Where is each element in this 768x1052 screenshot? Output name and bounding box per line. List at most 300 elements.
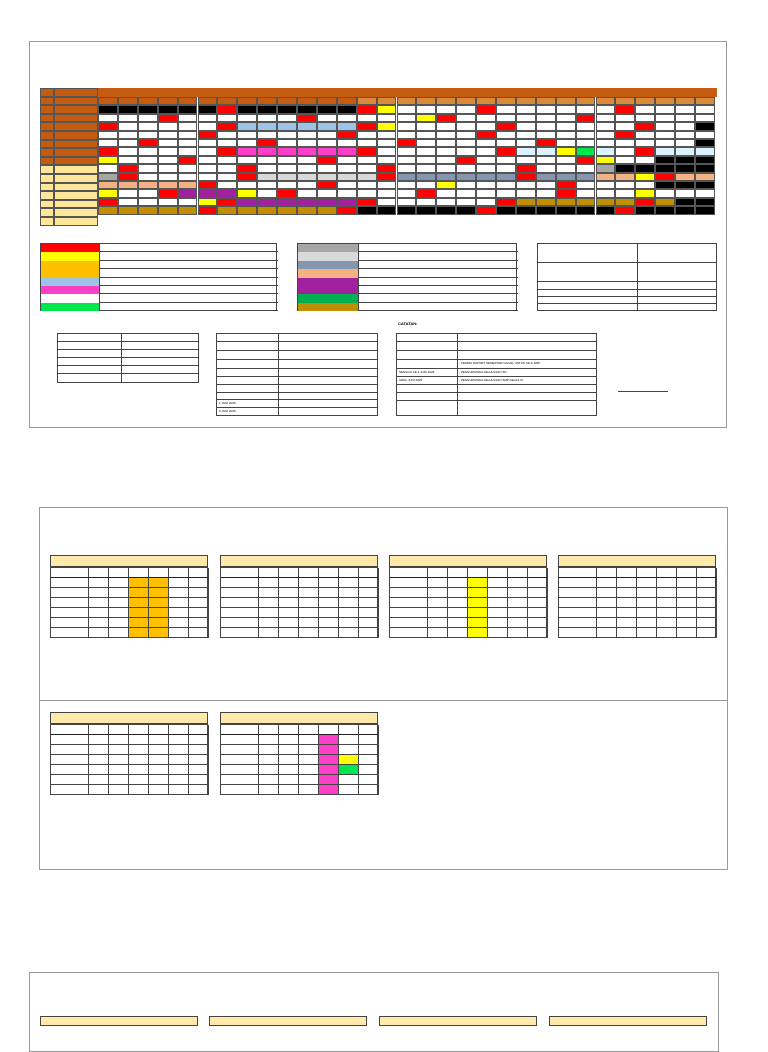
month-day-cell <box>189 785 209 795</box>
calendar-day-cell <box>675 181 695 189</box>
calendar-day-cell <box>357 164 377 172</box>
month-day-cell <box>89 588 109 598</box>
calendar-day-cell <box>576 164 596 172</box>
calendar-day-cell <box>98 114 118 122</box>
month-day-cell <box>129 588 149 598</box>
calendar-day-cell <box>655 198 675 206</box>
month-day-cell <box>390 598 428 608</box>
calendar-day-cell <box>118 147 138 155</box>
month-day-cell <box>189 578 209 588</box>
calendar-row-label <box>40 140 54 149</box>
month-day-cell <box>279 588 299 598</box>
calendar-day-cell <box>178 139 198 147</box>
calendar-day-cell <box>496 114 516 122</box>
calendar-day-cell <box>118 173 138 181</box>
month-day-cell <box>89 785 109 795</box>
month-day-cell <box>279 598 299 608</box>
calendar-day-cell <box>496 97 516 105</box>
calendar-day-cell <box>317 173 337 181</box>
legend-row <box>41 252 278 260</box>
calendar-day-cell <box>317 131 337 139</box>
month-day-cell <box>339 578 359 588</box>
legend-swatch <box>298 303 359 311</box>
calendar-day-cell <box>615 156 635 164</box>
calendar-day-cell <box>377 173 397 181</box>
month-day-cell <box>169 598 189 608</box>
calendar-day-cell <box>635 122 655 130</box>
calendar-day-cell <box>496 156 516 164</box>
month-day-cell <box>299 735 319 745</box>
calendar-day-cell <box>377 139 397 147</box>
calendar-day-cell <box>655 206 675 214</box>
month-day-cell <box>149 578 169 588</box>
calendar-day-cell <box>456 139 476 147</box>
month-day-cell <box>697 608 717 618</box>
calendar-row-label <box>54 97 98 106</box>
month-day-cell <box>319 578 339 588</box>
calendar-day-cell <box>416 114 436 122</box>
month-day-cell <box>508 608 528 618</box>
month-day-cell <box>677 618 697 628</box>
month-day-cell <box>359 578 379 588</box>
calendar-day-cell <box>576 131 596 139</box>
month-day-cell <box>390 588 428 598</box>
month-grid <box>220 567 378 638</box>
calendar-day-cell <box>237 122 257 130</box>
calendar-day-cell <box>416 156 436 164</box>
calendar-day-cell <box>516 147 536 155</box>
calendar-day-cell <box>635 139 655 147</box>
calendar-row-label <box>54 165 98 174</box>
calendar-row-label <box>40 114 54 123</box>
month-day-cell <box>89 765 109 775</box>
calendar-day-cell <box>596 164 616 172</box>
month-day-cell <box>339 765 359 775</box>
month-day-cell <box>428 568 448 578</box>
notes-row <box>397 385 596 393</box>
calendar-day-cell <box>397 173 417 181</box>
calendar-day-cell <box>277 147 297 155</box>
month-day-cell <box>657 618 677 628</box>
month-day-cell <box>468 598 488 608</box>
calendar-day-cell <box>496 105 516 113</box>
calendar-day-cell <box>257 114 277 122</box>
calendar-day-cell <box>277 105 297 113</box>
month-header <box>379 1016 537 1026</box>
calendar-day-cell <box>516 156 536 164</box>
month-day-cell <box>149 588 169 598</box>
calendar-day-cell <box>596 156 616 164</box>
calendar-day-cell <box>118 122 138 130</box>
month-day-cell <box>359 618 379 628</box>
month-day-cell <box>89 755 109 765</box>
month-day-cell <box>221 775 259 785</box>
calendar-day-cell <box>297 114 317 122</box>
calendar-day-cell <box>397 105 417 113</box>
legend-row <box>298 294 518 302</box>
month-day-cell <box>51 598 89 608</box>
calendar-day-cell <box>536 198 556 206</box>
month-day-cell <box>677 628 697 638</box>
legend-row <box>41 269 278 277</box>
calendar-day-cell <box>257 131 277 139</box>
calendar-day-cell <box>357 198 377 206</box>
legend-swatch <box>41 303 100 311</box>
calendar-day-cell <box>337 105 357 113</box>
calendar-day-cell <box>377 164 397 172</box>
month-header <box>389 555 547 567</box>
month-day-cell <box>169 725 189 735</box>
calendar-row-label <box>54 148 98 157</box>
calendar-day-cell <box>337 173 357 181</box>
calendar-day-cell <box>615 189 635 197</box>
month-day-cell <box>339 745 359 755</box>
calendar-day-cell <box>158 173 178 181</box>
month-day-cell <box>319 598 339 608</box>
calendar-day-cell <box>516 139 536 147</box>
calendar-day-cell <box>476 122 496 130</box>
month-day-cell <box>597 628 617 638</box>
month-day-cell <box>109 765 129 775</box>
calendar-day-cell <box>635 97 655 105</box>
month-day-cell <box>508 568 528 578</box>
month-day-cell <box>169 618 189 628</box>
month-day-cell <box>528 588 548 598</box>
calendar-day-cell <box>695 114 715 122</box>
month-day-cell <box>677 598 697 608</box>
month-day-cell <box>428 618 448 628</box>
calendar-day-cell <box>237 139 257 147</box>
month-day-cell <box>528 568 548 578</box>
calendar-day-cell <box>217 139 237 147</box>
calendar-day-cell <box>536 131 556 139</box>
calendar-day-cell <box>615 206 635 214</box>
calendar-day-cell <box>596 181 616 189</box>
month-day-cell <box>319 735 339 745</box>
month-day-cell <box>149 765 169 775</box>
month-block <box>50 712 208 796</box>
calendar-day-cell <box>456 131 476 139</box>
calendar-day-cell <box>496 164 516 172</box>
month-day-cell <box>597 578 617 588</box>
calendar-day-cell <box>536 156 556 164</box>
calendar-day-cell <box>98 131 118 139</box>
month-day-cell <box>109 735 129 745</box>
legend-left <box>40 243 277 311</box>
calendar-day-cell <box>675 139 695 147</box>
calendar-day-cell <box>277 164 297 172</box>
month-day-cell <box>149 725 169 735</box>
calendar-day-cell <box>158 147 178 155</box>
calendar-day-cell <box>217 198 237 206</box>
month-day-cell <box>468 588 488 598</box>
calendar-day-cell <box>257 139 277 147</box>
calendar-day-cell <box>98 97 118 105</box>
calendar-day-cell <box>476 114 496 122</box>
calendar-day-cell <box>337 181 357 189</box>
calendar-day-cell <box>237 156 257 164</box>
notes-row <box>397 360 596 369</box>
calendar-day-cell <box>377 114 397 122</box>
month-day-cell <box>528 608 548 618</box>
calendar-day-cell <box>675 131 695 139</box>
month-day-cell <box>597 588 617 598</box>
calendar-day-cell <box>675 173 695 181</box>
month-day-cell <box>657 628 677 638</box>
notes-text: - PENGUMUMAN KELULUSAN SMP KELAS IX <box>459 378 523 382</box>
month-day-cell <box>339 735 359 745</box>
calendar-day-cell <box>576 97 596 105</box>
calendar-day-cell <box>98 156 118 164</box>
month-day-cell <box>129 765 149 775</box>
calendar-row-label <box>54 208 98 217</box>
month-day-cell <box>299 588 319 598</box>
calendar-day-cell <box>655 122 675 130</box>
month-day-cell <box>488 618 508 628</box>
calendar-day-cell <box>615 114 635 122</box>
calendar-day-cell <box>556 105 576 113</box>
calendar-day-cell <box>138 97 158 105</box>
calendar-day-cell <box>416 181 436 189</box>
calendar-day-cell <box>635 206 655 214</box>
calendar-day-cell <box>516 114 536 122</box>
calendar-day-cell <box>615 164 635 172</box>
month-day-cell <box>169 755 189 765</box>
calendar-row-label <box>40 122 54 131</box>
calendar-day-cell <box>138 181 158 189</box>
calendar-day-cell <box>456 114 476 122</box>
calendar-day-cell <box>138 173 158 181</box>
month-block <box>50 555 208 639</box>
month-day-cell <box>129 745 149 755</box>
calendar-day-cell <box>337 97 357 105</box>
calendar-day-cell <box>536 181 556 189</box>
calendar-day-cell <box>138 206 158 214</box>
calendar-row-label <box>54 105 98 114</box>
calendar-day-cell <box>317 206 337 214</box>
month-day-cell <box>448 618 468 628</box>
month-day-cell <box>319 628 339 638</box>
notes-row <box>397 351 596 360</box>
month-day-cell <box>528 598 548 608</box>
calendar-day-cell <box>496 189 516 197</box>
calendar-day-cell <box>118 139 138 147</box>
month-day-cell <box>259 588 279 598</box>
month-day-cell <box>169 578 189 588</box>
month-day-cell <box>169 628 189 638</box>
month-day-cell <box>448 628 468 638</box>
calendar-day-cell <box>138 147 158 155</box>
month-day-cell <box>89 628 109 638</box>
calendar-day-cell <box>337 156 357 164</box>
calendar-day-cell <box>178 156 198 164</box>
calendar-day-cell <box>556 131 576 139</box>
calendar-day-cell <box>516 122 536 130</box>
month-day-cell <box>359 785 379 795</box>
date-entry-2: 6 JUNI 2025 <box>219 409 236 413</box>
legend-swatch <box>298 278 359 286</box>
month-day-cell <box>448 598 468 608</box>
month-day-cell <box>428 598 448 608</box>
calendar-day-cell <box>695 156 715 164</box>
calendar-row-label <box>40 208 54 217</box>
calendar-day-cell <box>576 139 596 147</box>
month-day-cell <box>637 618 657 628</box>
month-day-cell <box>279 618 299 628</box>
calendar-day-cell <box>516 198 536 206</box>
calendar-day-cell <box>436 105 456 113</box>
legend-row <box>41 261 278 269</box>
month-day-cell <box>89 745 109 755</box>
month-day-cell <box>677 608 697 618</box>
month-day-cell <box>359 608 379 618</box>
legend-row <box>41 244 278 252</box>
calendar-day-cell <box>576 122 596 130</box>
calendar-day-cell <box>655 164 675 172</box>
month-day-cell <box>109 588 129 598</box>
calendar-day-cell <box>198 122 218 130</box>
month-header <box>220 555 378 567</box>
calendar-day-cell <box>257 198 277 206</box>
calendar-day-cell <box>556 164 576 172</box>
legend-swatch <box>298 261 359 269</box>
month-day-cell <box>51 628 89 638</box>
month-day-cell <box>129 598 149 608</box>
month-header <box>549 1016 707 1026</box>
calendar-day-cell <box>317 122 337 130</box>
calendar-day-cell <box>257 189 277 197</box>
month-day-cell <box>528 628 548 638</box>
calendar-day-cell <box>377 156 397 164</box>
calendar-day-cell <box>377 198 397 206</box>
month-day-cell <box>109 628 129 638</box>
calendar-day-cell <box>277 173 297 181</box>
calendar-row-label <box>40 174 54 183</box>
month-day-cell <box>339 755 359 765</box>
month-day-cell <box>448 608 468 618</box>
month-day-cell <box>359 755 379 765</box>
month-day-cell <box>559 628 597 638</box>
calendar-day-cell <box>576 206 596 214</box>
calendar-day-cell <box>158 164 178 172</box>
legend-swatch <box>41 294 100 302</box>
calendar-day-cell <box>357 131 377 139</box>
calendar-day-cell <box>217 206 237 214</box>
calendar-day-cell <box>357 181 377 189</box>
calendar-day-cell <box>377 206 397 214</box>
calendar-day-cell <box>237 164 257 172</box>
calendar-day-cell <box>456 122 476 130</box>
calendar-day-cell <box>217 189 237 197</box>
month-day-cell <box>559 618 597 628</box>
month-day-cell <box>697 578 717 588</box>
month-day-cell <box>109 785 129 795</box>
calendar-day-cell <box>516 206 536 214</box>
calendar-day-cell <box>476 105 496 113</box>
month-day-cell <box>359 598 379 608</box>
month-day-cell <box>129 628 149 638</box>
calendar-day-cell <box>416 164 436 172</box>
calendar-day-cell <box>596 131 616 139</box>
month-day-cell <box>319 618 339 628</box>
calendar-day-cell <box>257 181 277 189</box>
month-day-cell <box>428 588 448 598</box>
calendar-day-cell <box>596 139 616 147</box>
calendar-day-cell <box>277 139 297 147</box>
annual-calendar-grid <box>40 88 717 227</box>
month-day-cell <box>299 608 319 618</box>
page-divider <box>40 700 728 701</box>
calendar-day-cell <box>377 181 397 189</box>
calendar-day-cell <box>576 147 596 155</box>
calendar-day-cell <box>118 114 138 122</box>
month-day-cell <box>109 775 129 785</box>
calendar-day-cell <box>556 139 576 147</box>
calendar-day-cell <box>158 189 178 197</box>
calendar-row-label <box>40 131 54 140</box>
calendar-day-cell <box>237 105 257 113</box>
month-day-cell <box>319 755 339 765</box>
month-header <box>50 555 208 567</box>
calendar-day-cell <box>118 198 138 206</box>
calendar-day-cell <box>357 147 377 155</box>
legend-row <box>41 294 278 302</box>
calendar-day-cell <box>158 139 178 147</box>
calendar-row-label <box>40 148 54 157</box>
month-day-cell <box>89 618 109 628</box>
calendar-day-cell <box>516 97 536 105</box>
calendar-day-cell <box>257 156 277 164</box>
month-day-cell <box>149 618 169 628</box>
notes-row <box>397 342 596 351</box>
month-day-cell <box>468 568 488 578</box>
calendar-day-cell <box>98 173 118 181</box>
calendar-day-cell <box>317 189 337 197</box>
month-day-cell <box>617 628 637 638</box>
calendar-day-cell <box>397 139 417 147</box>
calendar-day-cell <box>635 105 655 113</box>
calendar-day-cell <box>297 189 317 197</box>
calendar-day-cell <box>118 131 138 139</box>
calendar-day-cell <box>416 147 436 155</box>
calendar-day-cell <box>98 139 118 147</box>
calendar-day-cell <box>237 147 257 155</box>
month-day-cell <box>221 725 259 735</box>
calendar-day-cell <box>118 156 138 164</box>
calendar-day-cell <box>118 189 138 197</box>
calendar-day-cell <box>377 147 397 155</box>
calendar-day-cell <box>178 131 198 139</box>
calendar-day-cell <box>675 122 695 130</box>
calendar-day-cell <box>237 114 257 122</box>
month-day-cell <box>677 578 697 588</box>
calendar-day-cell <box>337 114 357 122</box>
month-header <box>209 1016 367 1026</box>
calendar-day-cell <box>158 114 178 122</box>
calendar-day-cell <box>436 173 456 181</box>
calendar-day-cell <box>217 122 237 130</box>
calendar-day-cell <box>178 114 198 122</box>
month-day-cell <box>129 755 149 765</box>
calendar-day-cell <box>576 105 596 113</box>
calendar-day-cell <box>476 189 496 197</box>
month-day-cell <box>299 568 319 578</box>
calendar-day-cell <box>456 147 476 155</box>
month-day-cell <box>149 775 169 785</box>
month-day-cell <box>221 598 259 608</box>
calendar-day-cell <box>198 181 218 189</box>
month-day-cell <box>488 578 508 588</box>
